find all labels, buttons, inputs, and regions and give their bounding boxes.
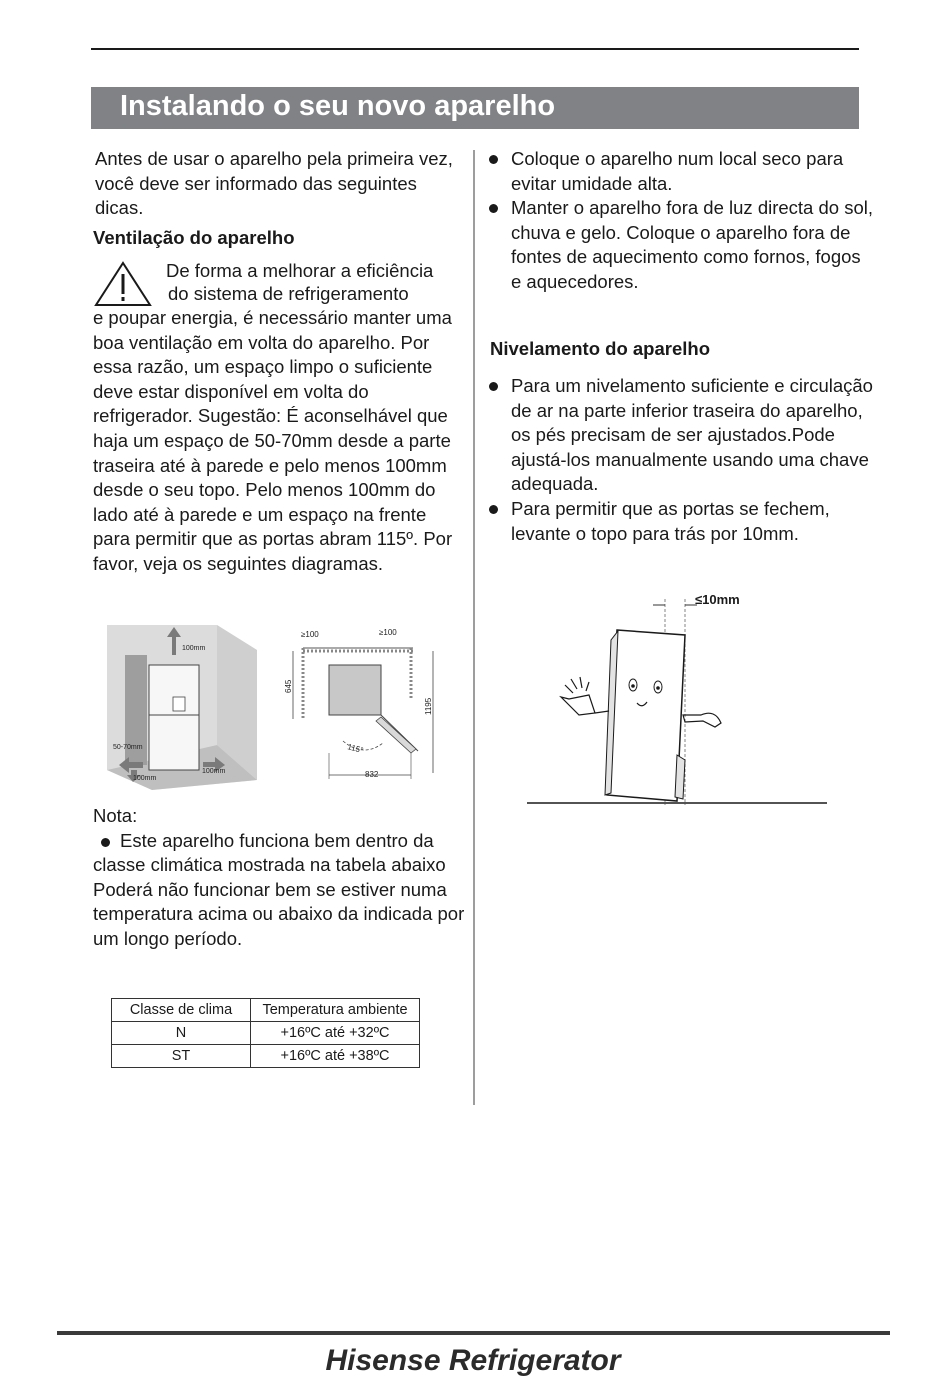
list-item — [489, 147, 874, 196]
list-item — [489, 497, 874, 546]
top-rule — [91, 48, 859, 50]
intro-paragraph: Antes de usar o aparelho pela primeira vez, você deve ser informado das seguintes dicas. — [95, 148, 453, 219]
table-header-row — [112, 999, 420, 1022]
page-title: Instalando o seu novo aparelho — [120, 90, 556, 122]
list-item-text: Manter o aparelho fora de luz directa do sol, chuva e gelo. Coloque o aparelho fora de fontes de aquecimento como fornos, fogos e aquecedores. — [511, 197, 873, 292]
table-cell: ST — [112, 1045, 251, 1068]
brand-logo-text: Hisense Refrigerator — [325, 1344, 621, 1377]
location-tips-list — [489, 147, 874, 295]
diagram2-width: 832 — [365, 770, 379, 779]
diagram1-top-label: 100mm — [182, 645, 206, 652]
ventilation-body: e poupar energia, é necessário manter uma boa ventilação em volta do aparelho. Por essa razão, um espaço limpo o suficiente deve estar disponível em volta do refrigerador. Sugestão: É aconselhável que haja um espaço de 50-70mm desde a parte traseira até à parede e pelo menos 100mm desde o seu topo. Pelo menos 100mm do lado até à parede e um espaço na frente para permitir que as portas abram 115º. Por favor, veja os seguintes diagramas. — [93, 307, 453, 574]
note-block — [93, 804, 465, 952]
leveling-heading: Nivelamento do aparelho — [490, 338, 710, 359]
note-bullet-text: Este aparelho funciona bem dentro da classe climática mostrada na tabela abaixo — [93, 829, 446, 876]
diagram2-depth: 645 — [284, 679, 293, 693]
list-item-text: Para permitir que as portas se fechem, levante o topo para trás por 10mm. — [511, 497, 830, 544]
table-row — [112, 1022, 420, 1045]
list-item — [489, 196, 874, 294]
table-header: Classe de clima — [112, 999, 251, 1022]
bottom-rule — [57, 1331, 890, 1335]
leveling-tips-list — [489, 374, 874, 546]
diagram1-side-left-label: 100mm — [133, 775, 157, 782]
section-title-bar — [91, 87, 859, 129]
list-item — [489, 374, 874, 497]
note-extra: Poderá não funcionar bem se estiver numa temperatura acima ou abaixo da indicada por um longo período. — [93, 878, 465, 949]
ventilation-heading: Ventilação do aparelho — [93, 227, 295, 248]
diagram2-left-clear: ≥100 — [301, 630, 319, 639]
warning-icon — [93, 260, 153, 308]
clearance-topview-diagram — [283, 623, 451, 783]
diagram2-angle: 115° — [346, 742, 365, 756]
diagram1-side-right-label: 100mm — [202, 768, 226, 775]
ventilation-text-line2: do sistema de refrigeramento — [168, 283, 409, 304]
diagram2-total: 1195 — [424, 697, 433, 715]
table-cell: +16ºC até +38ºC — [251, 1045, 420, 1068]
diagram1-back-label: 50-70mm — [113, 744, 143, 751]
climate-class-table — [111, 998, 420, 1068]
clearance-perspective-diagram — [107, 625, 257, 790]
table-cell: N — [112, 1022, 251, 1045]
list-item-text: Para um nivelamento suficiente e circulação de ar na parte inferior traseira do aparelho, os pés precisam de ser ajustados.Pode ajustá-los manualmente usando uma chave adequada. — [511, 375, 873, 495]
note-label: Nota: — [93, 805, 138, 826]
bullet-dot — [489, 382, 498, 391]
note-bullet — [93, 829, 465, 878]
table-row — [112, 1045, 420, 1068]
bullet-dot — [489, 204, 498, 213]
bullet-dot — [489, 505, 498, 514]
ventilation-text-line1: De forma a melhorar a eficiência — [166, 260, 434, 281]
table-header: Temperatura ambiente — [251, 999, 420, 1022]
tilt-label: ≤10mm — [695, 592, 740, 607]
fridge-tilt-illustration — [525, 585, 830, 807]
column-divider — [473, 150, 475, 1105]
table-cell: +16ºC até +32ºC — [251, 1022, 420, 1045]
diagram2-right-clear: ≥100 — [379, 628, 397, 637]
list-item-text: Coloque o aparelho num local seco para evitar umidade alta. — [511, 148, 844, 194]
bullet-dot — [101, 838, 110, 847]
bullet-dot — [489, 155, 498, 164]
